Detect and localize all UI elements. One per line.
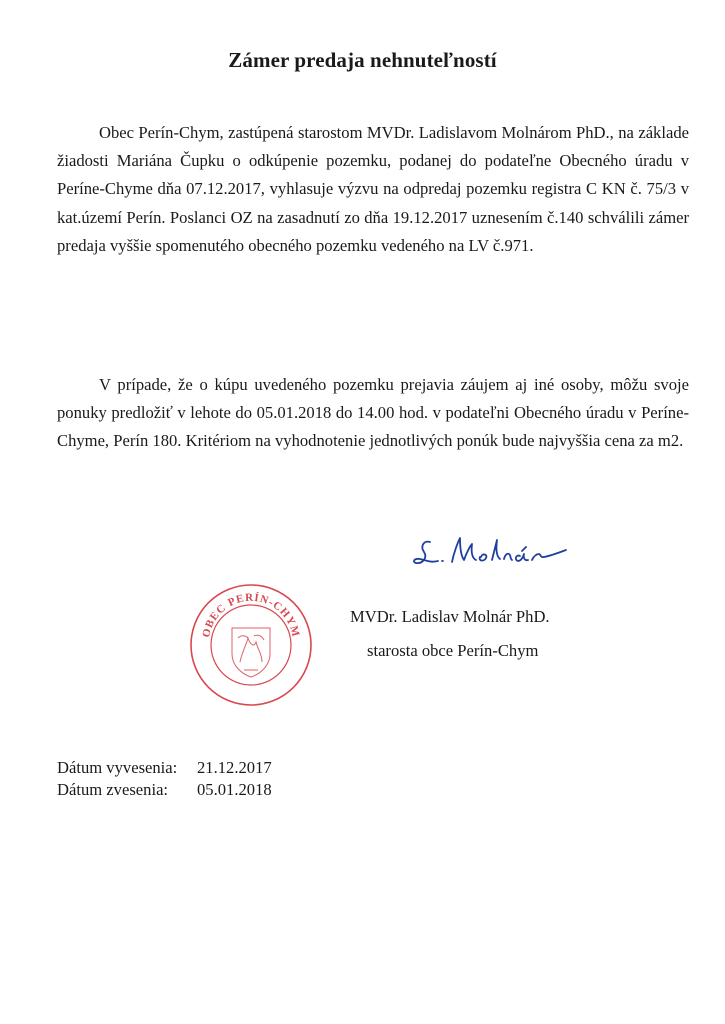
paragraph-offers: V prípade, že o kúpu uvedeného pozemku prejavia záujem aj iné osoby, môžu svoje ponuky predložiť v lehote do 05.01.2018 do 14.00 hod. v podateľni Obecného úradu v Períne-Chyme, Perín 180. Kritériom na vyhodnotenie jednotlivých ponúk bude najvyššia cena za m2. (57, 375, 689, 451)
date-posted-row (57, 757, 272, 779)
handwritten-signature (408, 530, 598, 580)
dates-block (57, 757, 272, 801)
signatory-name: MVDr. Ladislav Molnár PhD. (350, 607, 550, 626)
paragraph-intention: Obec Perín-Chym, zastúpená starostom MVDr. Ladislavom Molnárom PhD., na základe žiadosti Mariána Čupku o odkúpenie pozemku, podanej do podateľne Obecného úradu v Períne-Chyme dňa 07.12.2017, vyhlasuje výzvu na odpredaj pozemku registra C KN č. 75/3 v kat.území Perín. Poslanci OZ na zasadnutí zo dňa 19.12.2017 uznesením č.140 schválili zámer predaja vyššie spomenutého obecného pozemku vedeného na LV č.971. (57, 123, 689, 255)
document-title: Zámer predaja nehnuteľností (228, 48, 497, 72)
svg-text:OBEC PERÍN-CHYM: OBEC PERÍN-CHYM (200, 591, 302, 639)
date-removed-row (57, 779, 272, 801)
date-removed-label: Dátum zvesenia: (57, 780, 169, 799)
date-removed-value: 05.01.2018 (197, 780, 272, 799)
signatory-role: starosta obce Perín-Chym (367, 641, 539, 660)
official-stamp (188, 582, 314, 708)
date-posted-value: 21.12.2017 (197, 758, 272, 777)
date-posted-label: Dátum vyvesenia: (57, 758, 178, 777)
